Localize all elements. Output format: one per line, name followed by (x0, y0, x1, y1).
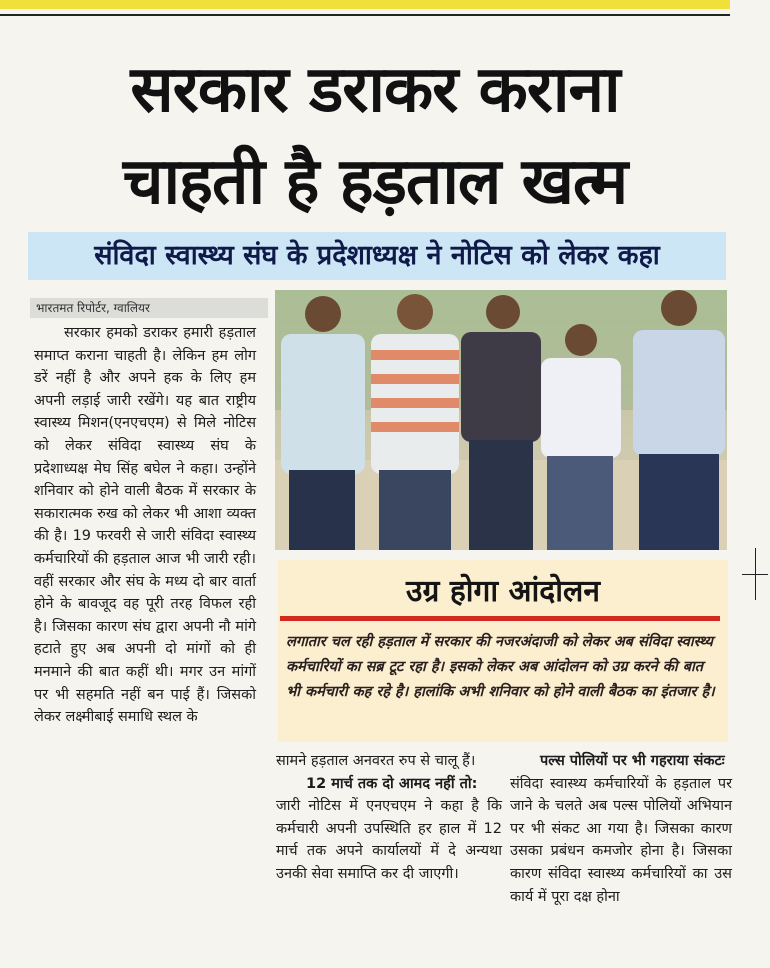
right-subhead: पल्स पोलियों पर भी गहराया संकटः (540, 753, 725, 769)
headline (20, 44, 730, 228)
callout-box (278, 560, 728, 742)
middle-subhead: 12 मार्च तक दो आमद नहीं तो: (306, 775, 478, 792)
top-color-strip (0, 0, 730, 9)
headline-line-2: चाहती है हड़ताल खत्म (122, 145, 628, 219)
headline-line-1: सरकार डराकर कराना (130, 53, 620, 127)
right-body-text: संविदा स्वास्थ्य कर्मचारियों के हड़ताल पर जाने के चलते अब पल्स पोलियों अभियान पर भी संकट आ गया है। जिसका कारण उसका प्रबंधन कमजोर होना है। जिसका कारण संविदा स्वास्थ्य कर्मचारियों का उस कार्य में पूरा दक्ष होना (510, 775, 732, 905)
left-column-text: सरकार हमको डराकर हमारी हड़ताल समाप्त कराना चाहती है। लेकिन हम लोग डरें नहीं है और अपने हक के लिए हम अपनी लड़ाई जारी रखेंगे। यह बात राष्ट्रीय स्वास्थ्य मिशन(एनएचएम) से मिले नोटिस को लेकर संविदा स्वास्थ्य संघ के प्रदेशाध्यक्ष मेघ सिंह बघेल ने कहा। उन्होंने शनिवार को होने वाली बैठक में सरकार के सकारात्मक रुख को लेकर भी आशा व्यक्त की है। 19 फरवरी से जारी संविदा स्वास्थ्य कर्मचारियों की हड़ताल आज भी जारी रही। वहीं सरकार और संघ के मध्य दो बार वार्ता होने के बावजूद वह पूरी तरह विफल रही है। जिसका कारण संघ द्वारा अपनी नौ मांगे हटाते हुए अब अपनी दो मांगों को ही मनमाने की बात कहीं थी। मगर उन मांगों पर भी सहमति नहीं बन पाई हैं। जिसको लेकर लक्ष्मीबाई समाधि स्थल के (34, 325, 256, 726)
news-photo-group-of-men (275, 290, 727, 550)
person-1 (281, 296, 365, 550)
middle-continuation-text: सामने हड़ताल अनवरत रुप से चालू हैं। (276, 753, 476, 769)
article-right-column (510, 750, 732, 908)
reporter-byline: भारतमत रिपोर्टर, ग्वालियर (30, 298, 268, 318)
middle-body-text: जारी नोटिस में एनएचएम ने कहा है कि कर्मचारी अपनी उपस्थिति हर हाल में 12 मार्च तक अपने कार्यालयों में दे अन्यथा उनकी सेवा समाप्ति कर दी जाएगी। (276, 798, 502, 882)
right-subsection (510, 750, 732, 908)
article-left-column (34, 322, 256, 729)
article-middle-column (276, 750, 502, 886)
callout-text: लगातार चल रही हड़ताल में सरकार की नजरअंदाजी को लेकर अब संविदा स्वास्थ्य कर्मचारियों का सब्र टूट रहा है। इसको लेकर अब आंदोलन को उग्र करने की बात भी कर्मचारी कह रहे है। हालांकि अभी शनिवार को होने वाली बैठक का इंतजार है। (286, 634, 715, 700)
registration-mark-horizontal (742, 574, 768, 575)
middle-subsection (276, 773, 502, 886)
person-3 (461, 295, 541, 550)
callout-title: उग्र होगा आंदोलन (406, 574, 600, 609)
callout-red-rule (280, 616, 720, 621)
photo-illustration (275, 290, 727, 550)
subheadline: संविदा स्वास्थ्य संघ के प्रदेशाध्यक्ष ने नोटिस को लेकर कहा (28, 232, 726, 280)
top-rule-divider (0, 14, 730, 16)
